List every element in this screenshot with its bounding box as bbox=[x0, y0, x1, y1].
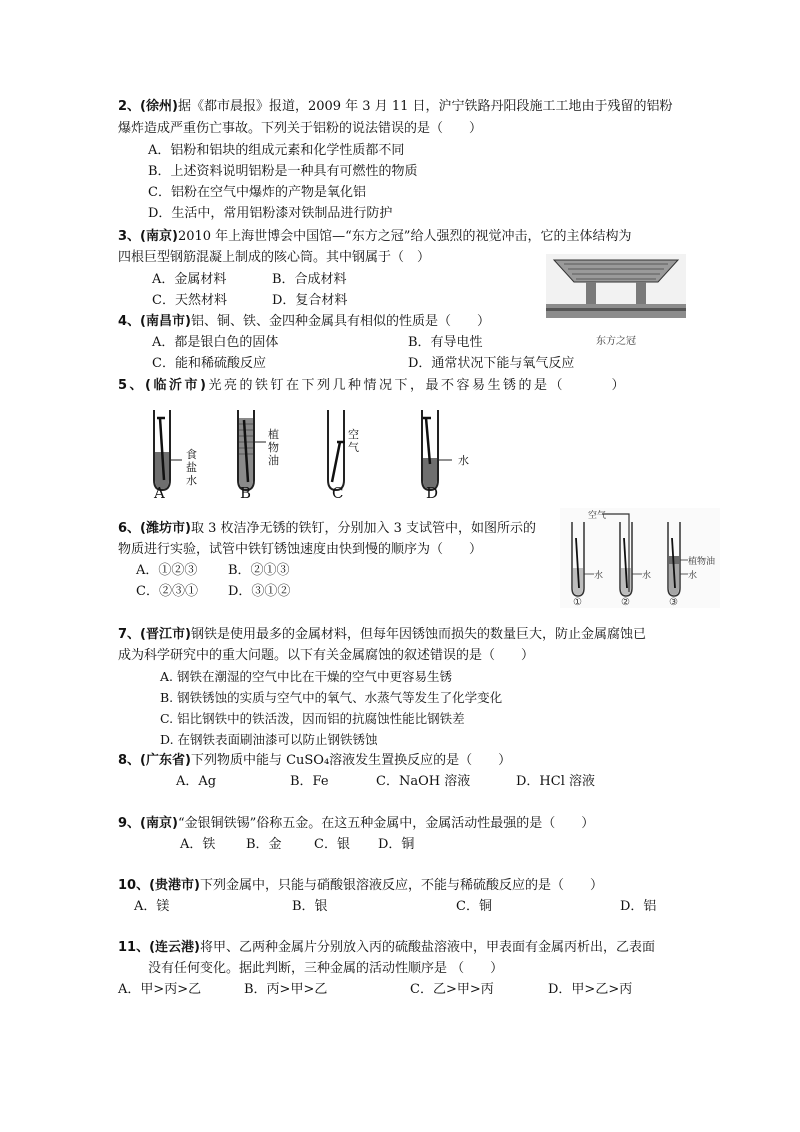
q7-number: 7、(晋江市) bbox=[118, 627, 191, 642]
china-pavilion-caption: 东方之冠 bbox=[596, 336, 636, 347]
q9-option-a: A．铁 bbox=[180, 837, 216, 852]
q7-option-d: D. 在钢铁表面刷油漆可以防止钢铁锈蚀 bbox=[160, 732, 378, 747]
q10-option-c: C．铜 bbox=[456, 899, 492, 914]
q6-water-label-3: 水 bbox=[688, 571, 698, 581]
q4-option-a: A．都是银白色的固体 bbox=[152, 335, 279, 350]
q5-tube-a bbox=[154, 410, 182, 490]
q5-label-d: D bbox=[426, 484, 439, 502]
q5-tube-b-label: 植物油 bbox=[268, 428, 279, 467]
q6-number: 6、(潍坊市) bbox=[118, 521, 191, 536]
q6-fig-num-2: ② bbox=[621, 597, 630, 608]
q3-number: 3、(南京) bbox=[118, 229, 178, 244]
q5-label-c: C bbox=[332, 484, 344, 502]
q5-tube-d bbox=[422, 410, 452, 490]
q2-stem-line2: 爆炸造成严重伤亡事故。下列关于铝粉的说法错误的是（ ） bbox=[118, 121, 483, 136]
q5-label-b: B bbox=[240, 484, 252, 502]
q9-number: 9、(南京) bbox=[118, 816, 178, 831]
q5-tube-c-label: 空气 bbox=[348, 428, 359, 454]
q3-stem-line2: 四根巨型钢筋混凝上制成的陔心筒。其中钢属于（ ） bbox=[118, 250, 431, 265]
q10-stem-line1: 10、(贵港市)下列金属中，只能与硝酸银溶液反应，不能与稀硫酸反应的是（ ） bbox=[118, 878, 603, 893]
q2-option-b: B．上述资料说明铝粉是一种具有可燃性的物质 bbox=[148, 164, 418, 179]
q6-oil-label: 植物油 bbox=[688, 557, 716, 567]
q4-option-d: D．通常状况下能与氧气反应 bbox=[408, 356, 575, 371]
q11-stem-line2: 没有任何变化。据此判断，三种金属的活动性顺序是 （ ） bbox=[148, 961, 504, 976]
q5-number: 5、(临沂市) bbox=[118, 378, 209, 393]
q7-option-c: C. 铝比钢铁中的铁活泼，因而铝的抗腐蚀性能比钢铁差 bbox=[160, 711, 465, 726]
q6-water-label-1: 水 bbox=[594, 571, 604, 581]
q7-stem-line1: 7、(晋江市)钢铁是使用最多的金属材料，但每年因锈蚀而损失的数量巨大，防止金属腐蚀已 bbox=[118, 627, 646, 642]
q8-option-a: A．Ag bbox=[176, 774, 217, 789]
q4-option-b: B．有导电性 bbox=[408, 335, 483, 350]
q6-fig-num-1: ① bbox=[573, 597, 582, 608]
q11-number: 11、(连云港) bbox=[118, 940, 200, 955]
q6-stem-line1: 6、(潍坊市)取 3 枚洁净无锈的铁钉，分别加入 3 支试管中，如图所示的 bbox=[118, 521, 537, 536]
q8-stem-line1: 8、(广东省)下列物质中能与 CuSO₄溶液发生置换反应的是（ ） bbox=[118, 753, 512, 768]
q6-option-d: D．③①② bbox=[228, 584, 291, 599]
q6-stem-line2: 物质进行实验，试管中铁钉锈蚀速度由快到慢的顺序为（ ） bbox=[118, 542, 483, 557]
q3-stem-line1: 3、(南京)2010 年上海世博会中国馆—“东方之冠”给人强烈的视觉冲击，它的主体结构为 bbox=[118, 229, 632, 244]
q3-option-b: B．合成材料 bbox=[272, 272, 347, 287]
q8-option-d: D．HCl 溶液 bbox=[516, 774, 595, 789]
q5-label-a: A bbox=[154, 484, 165, 502]
q5-tube-c bbox=[328, 410, 345, 490]
q7-option-b: B. 钢铁锈蚀的实质与空气中的氧气、水蒸气等发生了化学变化 bbox=[160, 690, 503, 705]
q11-option-c: C．乙>甲>丙 bbox=[410, 982, 494, 997]
q10-option-d: D．铝 bbox=[620, 899, 657, 914]
q3-option-d: D．复合材料 bbox=[272, 293, 348, 308]
q2-option-c: C．铝粉在空气中爆炸的产物是氧化铝 bbox=[148, 185, 366, 200]
q4-option-c: C．能和稀硫酸反应 bbox=[152, 356, 266, 371]
q11-option-d: D．甲>乙>丙 bbox=[548, 982, 633, 997]
q9-option-b: B．金 bbox=[246, 837, 282, 852]
q6-water-label-2: 水 bbox=[642, 571, 652, 581]
q10-option-b: B．银 bbox=[292, 899, 328, 914]
q11-option-a: A．甲>丙>乙 bbox=[118, 982, 202, 997]
q7-stem-line2: 成为科学研究中的重大问题。以下有关金属腐蚀的叙述错误的是（ ） bbox=[118, 648, 535, 663]
q5-stem-line1: 5、(临沂市)光亮的铁钉在下列几种情况下，最不容易生锈的是（ ） bbox=[118, 378, 627, 393]
q6-air-label: 空气 bbox=[588, 511, 607, 521]
q2-option-a: A．铝粉和铝块的组成元素和化学性质都不同 bbox=[148, 143, 405, 158]
q11-option-b: B．丙>甲>乙 bbox=[244, 982, 328, 997]
q6-fig-num-3: ③ bbox=[669, 597, 678, 608]
q8-option-c: C．NaOH 溶液 bbox=[376, 774, 471, 789]
q7-option-a: A. 钢铁在潮湿的空气中比在干燥的空气中更容易生锈 bbox=[160, 669, 452, 684]
q9-option-c: C．银 bbox=[314, 837, 350, 852]
q4-stem-line1: 4、(南昌市)铝、铜、铁、金四种金属具有相似的性质是（ ） bbox=[118, 314, 490, 329]
q10-option-a: A．镁 bbox=[134, 899, 170, 914]
q6-option-c: C．②③① bbox=[136, 584, 198, 599]
china-pavilion-image bbox=[546, 254, 686, 318]
q9-option-d: D．铜 bbox=[378, 837, 415, 852]
q5-tube-d-label: 水 bbox=[458, 454, 469, 467]
q8-number: 8、(广东省) bbox=[118, 753, 191, 768]
q5-tube-b bbox=[238, 410, 266, 490]
q2-number: 2、(徐州) bbox=[118, 99, 178, 114]
q11-stem-line1: 11、(连云港)将甲、乙两种金属片分别放入丙的硫酸盐溶液中，甲表面有金属丙析出，乙表面 bbox=[118, 940, 655, 955]
q3-option-c: C．天然材料 bbox=[152, 293, 227, 308]
q6-option-b: B．②①③ bbox=[228, 563, 290, 578]
q6-option-a: A．①②③ bbox=[136, 563, 198, 578]
q9-stem-line1: 9、(南京)“金银铜铁锡”俗称五金。在这五种金属中，金属活动性最强的是（ ） bbox=[118, 816, 595, 831]
q5-tube-a-label: 食盐水 bbox=[186, 448, 197, 487]
q8-option-b: B．Fe bbox=[290, 774, 329, 789]
q2-stem-line1: 2、(徐州)据《都市晨报》报道，2009 年 3 月 11 日，沪宁铁路丹阳段施工工地由于残留的铝粉 bbox=[118, 99, 673, 114]
q3-option-a: A．金属材料 bbox=[152, 272, 227, 287]
q2-option-d: D．生活中，常用铝粉漆对铁制品进行防护 bbox=[148, 206, 393, 221]
q4-number: 4、(南昌市) bbox=[118, 314, 191, 329]
q10-number: 10、(贵港市) bbox=[118, 878, 200, 893]
